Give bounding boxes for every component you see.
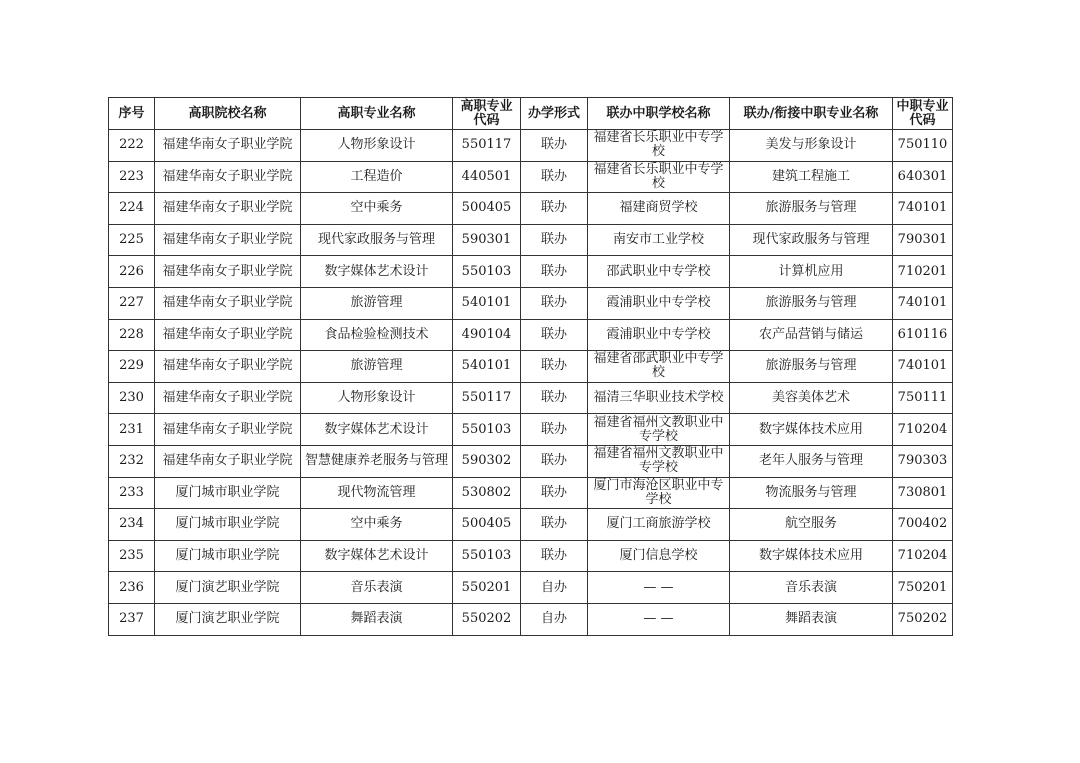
cell-major-text: 数字媒体艺术设计 bbox=[324, 263, 429, 279]
cell-major bbox=[301, 224, 453, 256]
cell-partner-school-text: 霞浦职业中专学校 bbox=[606, 326, 711, 342]
cell-partner-school-text: 邵武职业中专学校 bbox=[606, 263, 711, 279]
cell-partner-school bbox=[588, 130, 730, 162]
cell-major-code: 530802 bbox=[453, 477, 521, 509]
cell-partner-school-text: 福清三华职业技术学校 bbox=[593, 390, 724, 406]
cell-partner-code: 750202 bbox=[893, 603, 953, 635]
cell-partner-major-text: 旅游服务与管理 bbox=[765, 358, 857, 374]
cell-seq: 227 bbox=[109, 287, 155, 319]
cell-major bbox=[301, 351, 453, 383]
cell-partner-major-text: 计算机应用 bbox=[778, 263, 844, 279]
cell-major-text: 人物形象设计 bbox=[337, 137, 416, 153]
cell-partner-major-text: 物流服务与管理 bbox=[765, 484, 857, 500]
cell-college: 厦门演艺职业学院 bbox=[155, 603, 301, 635]
cell-seq: 234 bbox=[109, 509, 155, 541]
cell-major-text: 人物形象设计 bbox=[337, 390, 416, 406]
table-row bbox=[109, 224, 953, 256]
cell-college: 福建华南女子职业学院 bbox=[155, 445, 301, 477]
cell-partner-major-text: 旅游服务与管理 bbox=[765, 200, 857, 216]
cell-partner-code: 750201 bbox=[893, 572, 953, 604]
cell-mode: 联办 bbox=[521, 540, 588, 572]
program-table bbox=[108, 97, 953, 636]
cell-seq: 230 bbox=[109, 382, 155, 414]
cell-partner-major-text: 舞蹈表演 bbox=[784, 611, 837, 627]
cell-partner-school bbox=[588, 603, 730, 635]
cell-major-text: 空中乘务 bbox=[350, 200, 403, 216]
cell-seq: 233 bbox=[109, 477, 155, 509]
cell-partner-school-text: 厦门工商旅游学校 bbox=[606, 516, 711, 532]
cell-partner-code: 740101 bbox=[893, 193, 953, 225]
cell-partner-school bbox=[588, 477, 730, 509]
cell-major-text: 工程造价 bbox=[350, 168, 403, 184]
cell-mode: 联办 bbox=[521, 382, 588, 414]
cell-college: 福建华南女子职业学院 bbox=[155, 414, 301, 446]
cell-partner-school bbox=[588, 414, 730, 446]
cell-mode: 联办 bbox=[521, 509, 588, 541]
cell-partner-major-text: 美发与形象设计 bbox=[765, 137, 857, 153]
cell-partner-major bbox=[730, 477, 893, 509]
header-partner-code-text: 中职专业代码 bbox=[896, 98, 949, 128]
cell-partner-code: 790301 bbox=[893, 224, 953, 256]
header-major-code-text: 高职专业代码 bbox=[460, 98, 513, 128]
cell-major-text: 数字媒体艺术设计 bbox=[324, 421, 429, 437]
cell-major bbox=[301, 509, 453, 541]
cell-major-text: 现代家政服务与管理 bbox=[317, 232, 435, 248]
cell-college: 福建华南女子职业学院 bbox=[155, 161, 301, 193]
cell-major bbox=[301, 287, 453, 319]
cell-partner-major bbox=[730, 319, 893, 351]
cell-major-code: 550117 bbox=[453, 130, 521, 162]
cell-major bbox=[301, 603, 453, 635]
cell-partner-major bbox=[730, 224, 893, 256]
header-major-code bbox=[453, 98, 521, 130]
table-row bbox=[109, 572, 953, 604]
table-row bbox=[109, 319, 953, 351]
cell-seq: 235 bbox=[109, 540, 155, 572]
cell-partner-school-text: 霞浦职业中专学校 bbox=[606, 295, 711, 311]
cell-college: 福建华南女子职业学院 bbox=[155, 193, 301, 225]
table-row bbox=[109, 509, 953, 541]
header-major: 高职专业名称 bbox=[301, 98, 453, 130]
cell-seq: 229 bbox=[109, 351, 155, 383]
cell-major bbox=[301, 445, 453, 477]
cell-major-code: 550103 bbox=[453, 414, 521, 446]
cell-partner-major-text: 农产品营销与储运 bbox=[758, 326, 863, 342]
cell-major-code: 490104 bbox=[453, 319, 521, 351]
table-row bbox=[109, 382, 953, 414]
cell-partner-school bbox=[588, 572, 730, 604]
header-seq: 序号 bbox=[109, 98, 155, 130]
cell-seq: 228 bbox=[109, 319, 155, 351]
cell-major bbox=[301, 382, 453, 414]
cell-partner-major bbox=[730, 540, 893, 572]
cell-partner-major-text: 航空服务 bbox=[784, 516, 837, 532]
cell-mode: 联办 bbox=[521, 161, 588, 193]
cell-major-code: 440501 bbox=[453, 161, 521, 193]
cell-partner-major-text: 老年人服务与管理 bbox=[758, 453, 863, 469]
cell-partner-school bbox=[588, 224, 730, 256]
cell-major-text: 空中乘务 bbox=[350, 516, 403, 532]
table-row bbox=[109, 130, 953, 162]
cell-major-text: 智慧健康养老服务与管理 bbox=[304, 453, 448, 469]
cell-partner-school bbox=[588, 382, 730, 414]
cell-mode: 联办 bbox=[521, 287, 588, 319]
cell-seq: 237 bbox=[109, 603, 155, 635]
cell-seq: 231 bbox=[109, 414, 155, 446]
cell-partner-school-text: 南安市工业学校 bbox=[612, 232, 704, 248]
cell-partner-major-text: 现代家政服务与管理 bbox=[752, 232, 870, 248]
cell-partner-school-text: — — bbox=[643, 611, 674, 627]
cell-partner-school-text: 福建省福州文教职业中专学校 bbox=[593, 446, 724, 476]
cell-major bbox=[301, 572, 453, 604]
cell-partner-major bbox=[730, 351, 893, 383]
cell-partner-code: 710204 bbox=[893, 540, 953, 572]
cell-partner-major-text: 数字媒体技术应用 bbox=[758, 548, 863, 564]
cell-mode: 联办 bbox=[521, 414, 588, 446]
cell-college: 福建华南女子职业学院 bbox=[155, 382, 301, 414]
header-row bbox=[109, 98, 953, 130]
cell-major-code: 550201 bbox=[453, 572, 521, 604]
cell-partner-school-text: 福建省邵武职业中专学校 bbox=[593, 351, 724, 381]
cell-major-text: 数字媒体艺术设计 bbox=[324, 548, 429, 564]
cell-major-code: 550202 bbox=[453, 603, 521, 635]
cell-mode: 联办 bbox=[521, 224, 588, 256]
cell-partner-school-text: 福建商贸学校 bbox=[619, 200, 698, 216]
cell-partner-major bbox=[730, 130, 893, 162]
cell-major bbox=[301, 193, 453, 225]
cell-partner-code: 610116 bbox=[893, 319, 953, 351]
cell-partner-major-text: 美容美体艺术 bbox=[771, 390, 850, 406]
cell-mode: 自办 bbox=[521, 603, 588, 635]
table-row bbox=[109, 445, 953, 477]
cell-major-code: 540101 bbox=[453, 351, 521, 383]
cell-mode: 联办 bbox=[521, 256, 588, 288]
cell-major bbox=[301, 477, 453, 509]
cell-seq: 226 bbox=[109, 256, 155, 288]
cell-partner-major bbox=[730, 445, 893, 477]
cell-seq: 225 bbox=[109, 224, 155, 256]
table-row bbox=[109, 287, 953, 319]
cell-partner-school bbox=[588, 351, 730, 383]
cell-partner-code: 750111 bbox=[893, 382, 953, 414]
cell-college: 厦门城市职业学院 bbox=[155, 509, 301, 541]
cell-seq: 224 bbox=[109, 193, 155, 225]
cell-partner-major bbox=[730, 509, 893, 541]
cell-partner-major bbox=[730, 572, 893, 604]
cell-mode: 联办 bbox=[521, 130, 588, 162]
cell-mode: 联办 bbox=[521, 445, 588, 477]
cell-college: 厦门演艺职业学院 bbox=[155, 572, 301, 604]
cell-major bbox=[301, 414, 453, 446]
cell-major bbox=[301, 256, 453, 288]
cell-major-text: 音乐表演 bbox=[350, 579, 403, 595]
table-body bbox=[109, 130, 953, 636]
cell-partner-major bbox=[730, 603, 893, 635]
cell-partner-major bbox=[730, 414, 893, 446]
header-mode: 办学形式 bbox=[521, 98, 588, 130]
cell-partner-major-text: 音乐表演 bbox=[784, 579, 837, 595]
cell-seq: 223 bbox=[109, 161, 155, 193]
cell-partner-major bbox=[730, 256, 893, 288]
cell-partner-major bbox=[730, 193, 893, 225]
cell-major bbox=[301, 540, 453, 572]
cell-college: 福建华南女子职业学院 bbox=[155, 351, 301, 383]
table-row bbox=[109, 477, 953, 509]
cell-seq: 232 bbox=[109, 445, 155, 477]
cell-partner-code: 710201 bbox=[893, 256, 953, 288]
table-row bbox=[109, 256, 953, 288]
cell-partner-major-text: 数字媒体技术应用 bbox=[758, 421, 863, 437]
cell-major-text: 舞蹈表演 bbox=[350, 611, 403, 627]
cell-major-code: 550117 bbox=[453, 382, 521, 414]
table-row bbox=[109, 351, 953, 383]
cell-partner-school bbox=[588, 540, 730, 572]
cell-major-code: 590302 bbox=[453, 445, 521, 477]
cell-partner-school-text: — — bbox=[643, 579, 674, 595]
cell-partner-school bbox=[588, 509, 730, 541]
cell-mode: 自办 bbox=[521, 572, 588, 604]
cell-college: 福建华南女子职业学院 bbox=[155, 319, 301, 351]
cell-partner-code: 710204 bbox=[893, 414, 953, 446]
cell-major-code: 550103 bbox=[453, 540, 521, 572]
cell-partner-code: 740101 bbox=[893, 287, 953, 319]
header-partner-code bbox=[893, 98, 953, 130]
cell-partner-school-text: 福建省长乐职业中专学校 bbox=[593, 130, 724, 160]
cell-major-text: 现代物流管理 bbox=[337, 484, 416, 500]
cell-partner-school bbox=[588, 319, 730, 351]
cell-partner-code: 730801 bbox=[893, 477, 953, 509]
cell-major-text: 旅游管理 bbox=[350, 295, 403, 311]
cell-partner-code: 700402 bbox=[893, 509, 953, 541]
cell-college: 福建华南女子职业学院 bbox=[155, 256, 301, 288]
cell-partner-major bbox=[730, 287, 893, 319]
cell-mode: 联办 bbox=[521, 351, 588, 383]
cell-seq: 222 bbox=[109, 130, 155, 162]
cell-major bbox=[301, 161, 453, 193]
cell-partner-school bbox=[588, 445, 730, 477]
cell-major bbox=[301, 319, 453, 351]
cell-mode: 联办 bbox=[521, 477, 588, 509]
cell-partner-school bbox=[588, 287, 730, 319]
cell-partner-school-text: 福建省长乐职业中专学校 bbox=[593, 161, 724, 191]
cell-college: 厦门城市职业学院 bbox=[155, 540, 301, 572]
cell-partner-school bbox=[588, 256, 730, 288]
cell-partner-code: 750110 bbox=[893, 130, 953, 162]
cell-major-code: 500405 bbox=[453, 193, 521, 225]
header-partner-school: 联办中职学校名称 bbox=[588, 98, 730, 130]
cell-major-code: 540101 bbox=[453, 287, 521, 319]
table-row bbox=[109, 193, 953, 225]
cell-major-text: 旅游管理 bbox=[350, 358, 403, 374]
cell-major-code: 500405 bbox=[453, 509, 521, 541]
cell-partner-major-text: 旅游服务与管理 bbox=[765, 295, 857, 311]
cell-major bbox=[301, 130, 453, 162]
cell-partner-school bbox=[588, 193, 730, 225]
cell-seq: 236 bbox=[109, 572, 155, 604]
cell-mode: 联办 bbox=[521, 193, 588, 225]
cell-college: 福建华南女子职业学院 bbox=[155, 130, 301, 162]
cell-partner-school-text: 福建省福州文教职业中专学校 bbox=[593, 414, 724, 444]
table-row bbox=[109, 161, 953, 193]
header-college: 高职院校名称 bbox=[155, 98, 301, 130]
cell-partner-major bbox=[730, 382, 893, 414]
cell-college: 福建华南女子职业学院 bbox=[155, 224, 301, 256]
cell-partner-code: 790303 bbox=[893, 445, 953, 477]
cell-partner-code: 740101 bbox=[893, 351, 953, 383]
table-row bbox=[109, 603, 953, 635]
table-row bbox=[109, 414, 953, 446]
cell-major-text: 食品检验检测技术 bbox=[324, 326, 429, 342]
cell-partner-major bbox=[730, 161, 893, 193]
cell-partner-major-text: 建筑工程施工 bbox=[771, 168, 850, 184]
cell-major-code: 550103 bbox=[453, 256, 521, 288]
cell-major-code: 590301 bbox=[453, 224, 521, 256]
cell-partner-school-text: 厦门信息学校 bbox=[619, 548, 698, 564]
cell-partner-code: 640301 bbox=[893, 161, 953, 193]
cell-college: 厦门城市职业学院 bbox=[155, 477, 301, 509]
cell-partner-school bbox=[588, 161, 730, 193]
cell-mode: 联办 bbox=[521, 319, 588, 351]
cell-college: 福建华南女子职业学院 bbox=[155, 287, 301, 319]
header-partner-major: 联办/衔接中职专业名称 bbox=[730, 98, 893, 130]
cell-partner-school-text: 厦门市海沧区职业中专学校 bbox=[593, 477, 724, 507]
table-row bbox=[109, 540, 953, 572]
